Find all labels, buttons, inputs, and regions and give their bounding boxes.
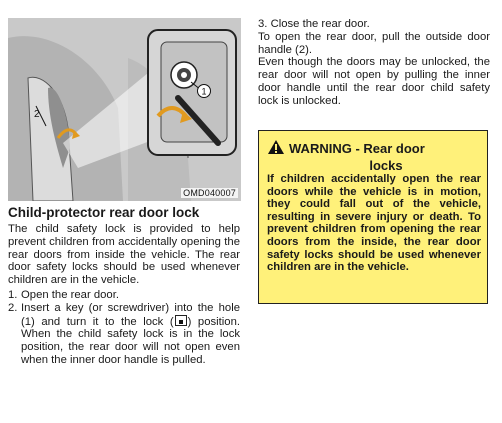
door-lock-illustration	[8, 18, 241, 201]
open-door-note: To open the rear door, pull the outside door handle (2).	[258, 30, 490, 56]
warning-body: If children accidentally open the rear doors while the vehicle is in motion, they could fall out of the vehicle, resulting in severe injury or death. To prevent children from opening the rear doors from the inside, the rear door safety locks should be used whenever children are in the vehicle.	[267, 173, 481, 274]
step-item	[8, 289, 240, 302]
step-text-part-a: Insert a key (or screwdriver) into the hole (1) and turn it to the lock (	[21, 301, 240, 328]
step-number: 3.	[258, 18, 268, 30]
steps-list	[8, 289, 240, 367]
step-text-part-b: ) position. When the child safety lock is in the lock position, the rear door will not open even when the inner door handle is pulled.	[21, 315, 240, 366]
warning-triangle-icon	[267, 139, 285, 158]
car-door-drawing	[8, 18, 241, 201]
step-number: 1.	[8, 288, 18, 301]
warning-title-line1: WARNING - Rear door	[289, 141, 425, 156]
figure-code: OMD040007	[183, 188, 236, 198]
section-heading: Child-protector rear door lock	[8, 205, 200, 220]
step-item	[8, 302, 240, 367]
step-text: Open the rear door.	[21, 288, 119, 301]
step-item	[258, 18, 490, 31]
intro-paragraph: The child safety lock is provided to help prevent children from accidentally opening the rear doors from inside the vehicle. The rear door safety locks should be used whenever children are in the vehicle.	[8, 223, 240, 287]
unlock-note: Even though the doors may be unlocked, the rear door will not open by pulling the inner door handle until the rear door child safety lock is unlocked.	[258, 56, 490, 107]
step-number: 2.	[8, 301, 18, 314]
step-text: Close the rear door.	[270, 18, 370, 30]
right-column-text	[258, 18, 490, 108]
warning-box	[258, 130, 488, 304]
warning-title	[267, 139, 481, 173]
callout-1-label: 1	[201, 86, 207, 97]
left-column-text	[8, 223, 240, 367]
warning-title-line2: locks	[369, 158, 403, 173]
callout-2-label: 2	[34, 109, 40, 120]
lock-icon	[175, 315, 187, 326]
